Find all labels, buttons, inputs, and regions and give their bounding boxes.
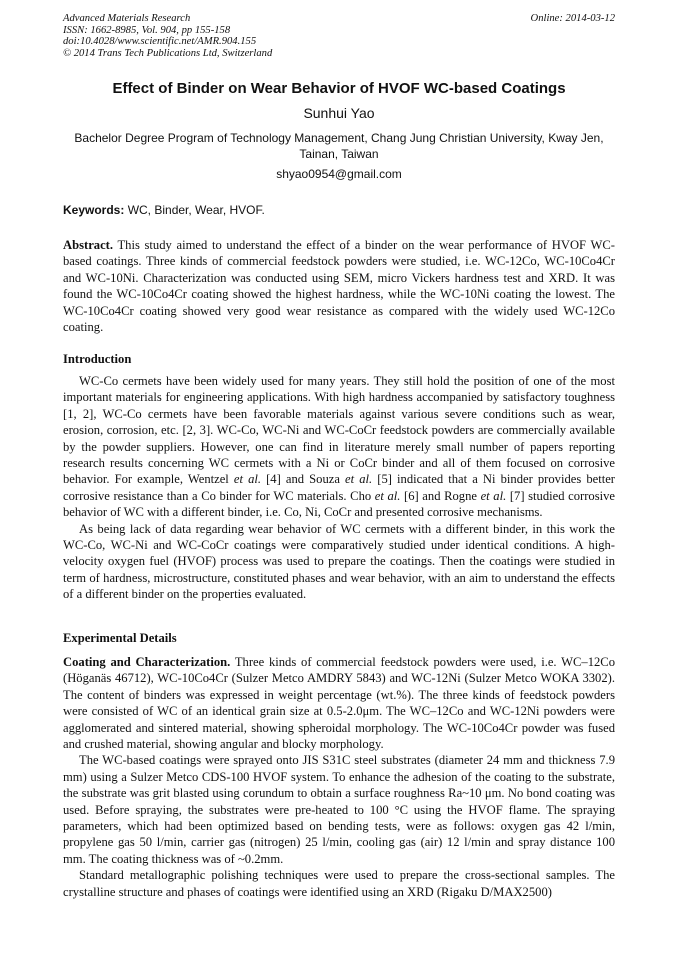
- experimental-paragraph-1: Coating and Characterization. Three kinds of commercial feedstock powders were used, i.e. WC–12Co (Höganäs 46712), WC-10Co4Cr (Sulzer Metco AMDRY 5843) and WC-12Ni (Sulzer Metco WOKA 3302). The content of binders was expressed in weight percentage (wt.%). The three kinds of feedstock powders were consisted of WC of an identical grain size at 0.5-2.0μm. The WC–12Co and WC-12Ni powders were agglomerated and sintered material, showing spheroidal morphology. The WC-10Co4Cr powder was fused and crushed material, showing angular and blocky morphology.: [63, 655, 615, 752]
- keywords-text: WC, Binder, Wear, HVOF.: [124, 203, 265, 217]
- copyright-line: © 2014 Trans Tech Publications Ltd, Switzerland: [63, 47, 273, 59]
- journal-header: [63, 13, 615, 59]
- keywords-line: [63, 203, 615, 217]
- issn-line: ISSN: 1662-8985, Vol. 904, pp 155-158: [63, 24, 231, 36]
- introduction-heading: Introduction: [63, 352, 132, 366]
- paper-title: Effect of Binder on Wear Behavior of HVOF WC-based Coatings: [112, 80, 566, 97]
- experimental-paragraph-2: The WC-based coatings were sprayed onto JIS S31C steel substrates (diameter 24 mm and thickness 7.9 mm) using a Sulzer Metco CDS-100 HVOF system. To enhance the adhesion of the coating to the substrate, the substrate was grit blasted using corundum to obtain a surface roughness Ra~10 μm. No bond coating was used. Before spraying, the substrates were pre-heated to 100 °C using the HVOF flame. The spraying parameters, which had been optimized based on bending tests, were as follows: oxygen gas 42 l/min, propylene gas 50 l/min, carrier gas (nitrogen) 25 l/min, cooling gas (air) 12 l/min and spray distance 100 mm. The coating thickness was of ~0.2mm.: [63, 753, 615, 866]
- author-email: shyao0954@gmail.com: [276, 167, 402, 181]
- introduction-section: [63, 373, 615, 603]
- journal-name: Advanced Materials Research: [63, 13, 191, 24]
- introduction-paragraph-1: WC-Co cermets have been widely used for many years. They still hold the position of one of the most important materials for engineering applications. With high hardness accompanied by satisfactory toughness [1, 2], WC-Co cermets have been favorable materials against various severe conditions such as wear, erosion, corrosion, etc. [2, 3]. WC-Co, WC-Ni and WC-CoCr feedstock powders are commercially available by the powder suppliers. However, one can find in literature merely small number of papers reporting research results concerning WC cermets with a Ni or CoCr binder and all of them focused on corrosive behavior. For example, Wentzel et al. [4] and Souza et al. [5] indicated that a Ni binder provides better corrosive resistance than a Co binder for WC materials. Cho et al. [6] and Rogne et al. [7] studied corrosive behavior of WC with a different binder, i.e. Co, Ni, CoCr and presented corrosive mechanisms.: [63, 374, 615, 520]
- doi-line: doi:10.4028/www.scientific.net/AMR.904.155: [63, 36, 257, 48]
- author-affiliation: Bachelor Degree Program of Technology Management, Chang Jung Christian University, Kway Jen, Tainan, Taiwan: [74, 131, 604, 161]
- abstract-paragraph: [63, 237, 615, 335]
- experimental-section: [63, 654, 615, 900]
- abstract-label: Abstract.: [63, 238, 114, 252]
- experimental-heading: Experimental Details: [63, 631, 177, 645]
- coating-subheading: Coating and Characterization.: [63, 655, 231, 669]
- introduction-paragraph-2: As being lack of data regarding wear behavior of WC cermets with a different binder, in this work the WC-Co, WC-Ni and WC-CoCr coatings were comparatively studied under identical conditions. A high-velocity oxygen fuel (HVOF) process was used to prepare the coatings. Then the coatings were studied in term of hardness, microstructure, constituted phases and wear behavior, with an aim to understand the effects of a different binder on the properties evaluated.: [63, 521, 615, 602]
- paper-author: Sunhui Yao: [303, 105, 375, 121]
- online-date: Online: 2014-03-12: [530, 13, 615, 24]
- keywords-label: Keywords:: [63, 203, 125, 217]
- abstract-text: This study aimed to understand the effect of a binder on the wear performance of HVOF WC-based coatings. Three kinds of commercial feedstock powders were studied, i.e. WC-12Co, WC-10Co4Cr and WC-10Ni. Characterization was conducted using SEM, micro Vickers hardness test and XRD. It was found the WC-10Co4Cr coating showed the highest hardness, while the WC-10Ni coating the lowest. The WC-10Co4Cr coating showed very good wear resistance as compared with the widely used WC-12Co coating.: [63, 238, 615, 335]
- experimental-paragraph-3: Standard metallographic polishing techniques were used to prepare the cross-sectional samples. The crystalline structure and phases of coatings were identified using an XRD (Rigaku D/MAX2500): [63, 868, 615, 899]
